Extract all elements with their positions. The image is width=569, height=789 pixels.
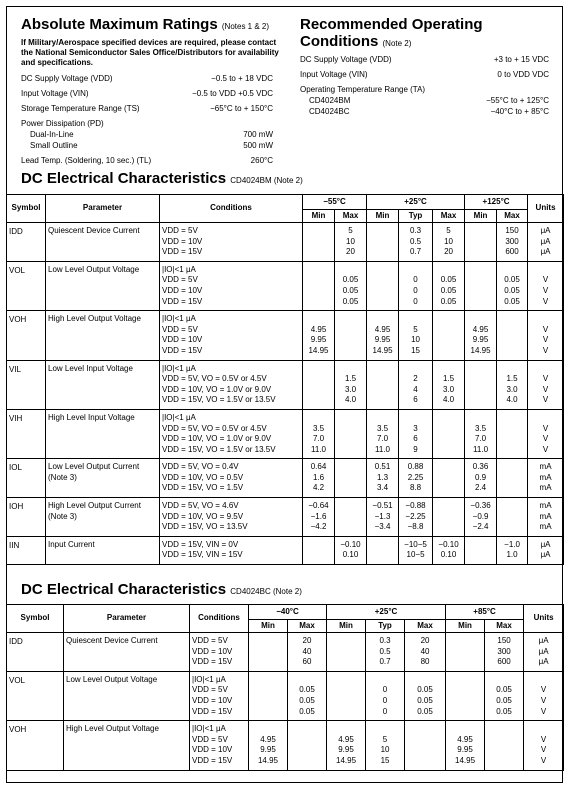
abs-max-heading xyxy=(21,16,269,33)
condition-line: |IO|<1 μA xyxy=(192,674,226,684)
rating-row xyxy=(21,140,273,151)
max1-cell: 1.5 3.0 4.0 xyxy=(335,360,367,409)
max1-cell: 0.05 0.05 0.05 xyxy=(288,671,327,720)
abs-max-list xyxy=(21,73,273,166)
conditions-cell xyxy=(190,721,249,770)
rating-row xyxy=(300,84,549,95)
rating-row xyxy=(21,73,273,84)
rating-value: 260°C xyxy=(250,156,273,165)
typ2-cell: 0 0 0 xyxy=(399,261,433,310)
condition-line: |IO|<1 μA xyxy=(192,724,226,734)
max-header: Max xyxy=(433,210,465,223)
parameter-cell: Quiescent Device Current xyxy=(64,633,190,672)
rec-op-note: (Note 2) xyxy=(382,39,412,48)
min1-cell xyxy=(303,360,335,409)
rating-label: Power Dissipation (PD) xyxy=(21,119,104,128)
conditions-cell xyxy=(160,261,303,310)
rating-value: −40°C to + 85°C xyxy=(490,107,549,116)
units-header: Units xyxy=(524,605,564,633)
symbol-cell: IDD xyxy=(7,223,46,262)
datasheet-page xyxy=(6,6,563,783)
rating-row xyxy=(21,88,273,99)
parameter-cell: Low Level Output Voltage xyxy=(46,261,160,310)
max3-cell: 150 300 600 xyxy=(485,633,524,672)
max3-cell xyxy=(485,721,524,770)
max2-cell: 5 10 20 xyxy=(433,223,465,262)
rating-row xyxy=(21,118,273,129)
max-header: Max xyxy=(288,620,327,633)
min1-cell: 3.5 7.0 11.0 xyxy=(303,409,335,458)
symbol-cell: IOL xyxy=(7,459,46,498)
symbol-cell: VOH xyxy=(7,721,64,770)
table-row xyxy=(7,360,564,409)
temp1-header: −40°C xyxy=(249,605,327,620)
rec-op-list xyxy=(300,54,549,117)
min1-cell: −0.64 −1.6 −4.2 xyxy=(303,498,335,537)
temp3-header: +125°C xyxy=(465,195,528,210)
rating-label: Input Voltage (VIN) xyxy=(300,70,368,79)
parameter-cell: Low Level Output Current (Note 3) xyxy=(46,459,160,498)
max1-cell xyxy=(335,409,367,458)
min1-cell: 4.95 9.95 14.95 xyxy=(303,311,335,360)
units-cell: V V V xyxy=(524,721,564,770)
condition-line: VDD = 5V xyxy=(162,226,198,235)
min2-cell: 0.51 1.3 3.4 xyxy=(367,459,399,498)
parameter-header: Parameter xyxy=(46,195,160,223)
conditions-header: Conditions xyxy=(160,195,303,223)
min1-cell: 4.95 9.95 14.95 xyxy=(249,721,288,770)
rating-value: −0.5 to + 18 VDC xyxy=(211,74,273,83)
rating-row xyxy=(300,95,549,106)
temp2-header: +25°C xyxy=(367,195,465,210)
rating-row xyxy=(300,106,549,117)
min2-cell xyxy=(367,360,399,409)
typ2-cell: 0 0 0 xyxy=(366,671,405,720)
max3-cell: 0.05 0.05 0.05 xyxy=(485,671,524,720)
symbol-cell: VIL xyxy=(7,360,46,409)
conditions-cell xyxy=(160,536,303,564)
condition-line: VDD = 15V xyxy=(192,706,233,716)
min3-cell xyxy=(446,633,485,672)
max2-cell: 0.05 0.05 0.05 xyxy=(405,671,446,720)
units-cell: V V V xyxy=(528,261,564,310)
typ2-cell: 0.3 0.5 0.7 xyxy=(399,223,433,262)
symbol-header: Symbol xyxy=(7,605,64,633)
abs-max-title: Absolute Maximum Ratings xyxy=(21,16,218,33)
conditions-cell xyxy=(160,409,303,458)
min1-cell xyxy=(249,671,288,720)
rating-value: −55°C to + 125°C xyxy=(486,96,549,105)
symbol-cell: IDD xyxy=(7,633,64,672)
min-header: Min xyxy=(327,620,366,633)
typ-header: Typ xyxy=(399,210,433,223)
dc1-heading xyxy=(21,170,303,187)
units-cell: mA mA mA xyxy=(528,498,564,537)
parameter-cell: High Level Output Voltage xyxy=(64,721,190,770)
rec-op-title-line1: Recommended Operating xyxy=(300,16,483,33)
symbol-cell: IIN xyxy=(7,536,46,564)
max3-cell: 1.5 3.0 4.0 xyxy=(497,360,528,409)
condition-line: |IO|<1 μA xyxy=(162,412,196,422)
rating-label: Input Voltage (VIN) xyxy=(21,89,89,98)
abs-max-warning: If Military/Aerospace specified devices are required, please contact the National Semiconductor Sales Office/Distributors for availability and specifications. xyxy=(21,38,279,67)
units-cell: V V V xyxy=(528,360,564,409)
max1-cell: 0.05 0.05 0.05 xyxy=(335,261,367,310)
units-cell: V V V xyxy=(528,311,564,360)
max2-cell xyxy=(433,311,465,360)
condition-line: VDD = 5V, VO = 0.5V or 4.5V xyxy=(162,423,267,433)
min1-cell: 0.64 1.6 4.2 xyxy=(303,459,335,498)
min2-cell xyxy=(327,671,366,720)
dc2-heading xyxy=(21,581,302,598)
condition-line: VDD = 15V xyxy=(192,657,233,667)
units-cell: μA μA μA xyxy=(528,223,564,262)
condition-line: VDD = 15V xyxy=(162,345,203,355)
parameter-cell: High Level Input Voltage xyxy=(46,409,160,458)
symbol-cell: VOL xyxy=(7,671,64,720)
max-header: Max xyxy=(335,210,367,223)
min3-cell xyxy=(465,360,497,409)
typ2-cell: 0.3 0.5 0.7 xyxy=(366,633,405,672)
min2-cell: 3.5 7.0 11.0 xyxy=(367,409,399,458)
rec-op-heading xyxy=(300,16,483,52)
temp2-header: +25°C xyxy=(327,605,446,620)
rating-label: CD4024BC xyxy=(309,107,350,116)
max3-cell: 150 300 600 xyxy=(497,223,528,262)
rating-row xyxy=(21,129,273,140)
rating-label: DC Supply Voltage (VDD) xyxy=(300,55,392,64)
rating-value: −65°C to + 150°C xyxy=(210,104,273,113)
max1-cell: 5 10 20 xyxy=(335,223,367,262)
condition-line: VDD = 5V, VO = 0.5V or 4.5V xyxy=(162,374,267,384)
condition-line: VDD = 5V xyxy=(162,275,198,285)
min3-cell: 4.95 9.95 14.95 xyxy=(446,721,485,770)
units-cell: V V V xyxy=(524,671,564,720)
rating-label: Lead Temp. (Soldering, 10 sec.) (TL) xyxy=(21,156,152,165)
condition-line: VDD = 10V, VO = 9.5V xyxy=(162,511,244,521)
conditions-cell xyxy=(160,360,303,409)
conditions-header: Conditions xyxy=(190,605,249,633)
condition-line: VDD = 10V xyxy=(162,285,203,295)
typ2-cell: 5 10 15 xyxy=(366,721,405,770)
max1-cell xyxy=(335,498,367,537)
condition-line: VDD = 10V, VO = 1.0V or 9.0V xyxy=(162,434,272,444)
table-row xyxy=(7,459,564,498)
table-row xyxy=(7,223,564,262)
max2-cell xyxy=(433,459,465,498)
conditions-cell xyxy=(190,633,249,672)
dc2-table xyxy=(6,604,564,771)
symbol-cell: VIH xyxy=(7,409,46,458)
condition-line: VDD = 15V, VO = 1.5V xyxy=(162,483,244,493)
min2-cell: −0.51 −1.3 −3.4 xyxy=(367,498,399,537)
typ2-cell: 0.88 2.25 8.8 xyxy=(399,459,433,498)
condition-line: VDD = 15V, VO = 1.5V or 13.5V xyxy=(162,395,276,405)
table-row xyxy=(7,671,564,720)
max1-cell: −0.10 0.10 xyxy=(335,536,367,564)
rating-value: 500 mW xyxy=(243,141,273,150)
max2-cell xyxy=(433,409,465,458)
symbol-header: Symbol xyxy=(7,195,46,223)
units-cell: μA μA xyxy=(528,536,564,564)
temp1-header: −55°C xyxy=(303,195,367,210)
min2-cell: 4.95 9.95 14.95 xyxy=(327,721,366,770)
table-row xyxy=(7,721,564,770)
condition-line: |IO|<1 μA xyxy=(162,264,196,274)
max3-cell: 0.05 0.05 0.05 xyxy=(497,261,528,310)
symbol-cell: IOH xyxy=(7,498,46,537)
min3-cell xyxy=(465,223,497,262)
max2-cell xyxy=(405,721,446,770)
condition-line: VDD = 5V, VO = 0.4V xyxy=(162,462,239,472)
rating-label: CD4024BM xyxy=(309,96,351,105)
typ2-cell: −10−5 10−5 xyxy=(399,536,433,564)
dc2-subtitle: CD4024BC (Note 2) xyxy=(230,587,302,596)
max1-cell: 20 40 60 xyxy=(288,633,327,672)
parameter-cell: Low Level Output Voltage xyxy=(64,671,190,720)
header-row xyxy=(7,195,564,210)
max-header: Max xyxy=(497,210,528,223)
max3-cell xyxy=(497,459,528,498)
condition-line: VDD = 15V, VO = 13.5V xyxy=(162,522,248,532)
rating-value: 700 mW xyxy=(243,130,273,139)
typ2-cell: 3 6 9 xyxy=(399,409,433,458)
conditions-cell xyxy=(190,671,249,720)
rating-label: DC Supply Voltage (VDD) xyxy=(21,74,113,83)
conditions-cell xyxy=(160,459,303,498)
abs-max-note: (Notes 1 & 2) xyxy=(221,22,270,31)
min3-cell: −0.36 −0.9 −2.4 xyxy=(465,498,497,537)
min2-cell: 4.95 9.95 14.95 xyxy=(367,311,399,360)
condition-line: VDD = 10V xyxy=(162,236,203,246)
condition-line: VDD = 5V xyxy=(192,636,228,645)
min2-cell xyxy=(367,536,399,564)
rating-row xyxy=(300,69,549,80)
dc1-title: DC Electrical Characteristics xyxy=(21,170,227,187)
units-cell: V V V xyxy=(528,409,564,458)
dc1-subtitle: CD4024BM (Note 2) xyxy=(230,176,303,185)
condition-line: VDD = 15V, VO = 1.5V or 13.5V xyxy=(162,444,276,454)
min-header: Min xyxy=(249,620,288,633)
max2-cell: 0.05 0.05 0.05 xyxy=(433,261,465,310)
typ2-cell: 5 10 15 xyxy=(399,311,433,360)
units-header: Units xyxy=(528,195,564,223)
parameter-cell: Input Current xyxy=(46,536,160,564)
max2-cell: 1.5 3.0 4.0 xyxy=(433,360,465,409)
table-row xyxy=(7,311,564,360)
rating-value: +3 to + 15 VDC xyxy=(493,55,549,64)
condition-line: VDD = 10V xyxy=(162,335,203,345)
min3-cell xyxy=(465,261,497,310)
condition-line: VDD = 5V, VO = 4.6V xyxy=(162,501,239,511)
typ2-cell: −0.88 −2.25 −8.8 xyxy=(399,498,433,537)
max1-cell xyxy=(335,311,367,360)
rating-row xyxy=(21,103,273,114)
condition-line: VDD = 15V, VIN = 0V xyxy=(162,539,239,549)
min-header: Min xyxy=(465,210,497,223)
condition-line: |IO|<1 μA xyxy=(162,314,196,324)
condition-line: VDD = 15V xyxy=(192,755,233,765)
condition-line: VDD = 15V xyxy=(162,296,203,306)
parameter-cell: High Level Output Voltage xyxy=(46,311,160,360)
parameter-cell: Low Level Input Voltage xyxy=(46,360,160,409)
min2-cell xyxy=(327,633,366,672)
min-header: Min xyxy=(367,210,399,223)
min3-cell: 3.5 7.0 11.0 xyxy=(465,409,497,458)
min2-cell xyxy=(367,223,399,262)
condition-line: VDD = 15V xyxy=(162,247,203,257)
symbol-cell: VOL xyxy=(7,261,46,310)
units-cell: μA μA μA xyxy=(524,633,564,672)
parameter-header: Parameter xyxy=(64,605,190,633)
max2-cell xyxy=(433,498,465,537)
min1-cell xyxy=(303,223,335,262)
condition-line: VDD = 15V, VIN = 15V xyxy=(162,550,243,560)
dc2-title: DC Electrical Characteristics xyxy=(21,581,227,598)
min3-cell: 0.36 0.9 2.4 xyxy=(465,459,497,498)
rating-label: Operating Temperature Range (TA) xyxy=(300,85,426,94)
rating-row xyxy=(21,155,273,166)
min1-cell xyxy=(249,633,288,672)
min-header: Min xyxy=(446,620,485,633)
max-header: Max xyxy=(485,620,524,633)
symbol-cell: VOH xyxy=(7,311,46,360)
min3-cell xyxy=(446,671,485,720)
table-row xyxy=(7,633,564,672)
table-row xyxy=(7,261,564,310)
rec-op-title-line2: Conditions xyxy=(300,33,379,50)
max3-cell xyxy=(497,498,528,537)
typ-header: Typ xyxy=(366,620,405,633)
parameter-cell: High Level Output Current (Note 3) xyxy=(46,498,160,537)
parameter-cell: Quiescent Device Current xyxy=(46,223,160,262)
table-row xyxy=(7,536,564,564)
max1-cell xyxy=(288,721,327,770)
min3-cell: 4.95 9.95 14.95 xyxy=(465,311,497,360)
condition-line: VDD = 10V, VO = 0.5V xyxy=(162,472,244,482)
condition-line: |IO|<1 μA xyxy=(162,363,196,373)
min1-cell xyxy=(303,536,335,564)
max2-cell: −0.10 0.10 xyxy=(433,536,465,564)
condition-line: VDD = 10V xyxy=(192,745,233,755)
conditions-cell xyxy=(160,498,303,537)
rating-label: Dual-In-Line xyxy=(30,130,74,139)
header-row xyxy=(7,605,564,620)
min2-cell xyxy=(367,261,399,310)
units-cell: mA mA mA xyxy=(528,459,564,498)
rating-value: −0.5 to VDD +0.5 VDC xyxy=(192,89,273,98)
rating-value: 0 to VDD VDC xyxy=(497,70,549,79)
max-header: Max xyxy=(405,620,446,633)
temp3-header: +85°C xyxy=(446,605,524,620)
min3-cell xyxy=(465,536,497,564)
condition-line: VDD = 5V xyxy=(192,685,228,695)
max3-cell: −1.0 1.0 xyxy=(497,536,528,564)
conditions-cell xyxy=(160,311,303,360)
rating-label: Storage Temperature Range (TS) xyxy=(21,104,140,113)
min1-cell xyxy=(303,261,335,310)
max3-cell xyxy=(497,311,528,360)
typ2-cell: 2 4 6 xyxy=(399,360,433,409)
max3-cell xyxy=(497,409,528,458)
max1-cell xyxy=(335,459,367,498)
max2-cell: 20 40 80 xyxy=(405,633,446,672)
min-header: Min xyxy=(303,210,335,223)
condition-line: VDD = 5V xyxy=(162,324,198,334)
condition-line: VDD = 10V, VO = 1.0V or 9.0V xyxy=(162,384,272,394)
table-row xyxy=(7,498,564,537)
table-row xyxy=(7,409,564,458)
condition-line: VDD = 5V xyxy=(192,734,228,744)
condition-line: VDD = 10V xyxy=(192,695,233,705)
conditions-cell xyxy=(160,223,303,262)
rating-label: Small Outline xyxy=(30,141,78,150)
dc1-table xyxy=(6,194,564,565)
rating-row xyxy=(300,54,549,65)
condition-line: VDD = 10V xyxy=(192,646,233,656)
